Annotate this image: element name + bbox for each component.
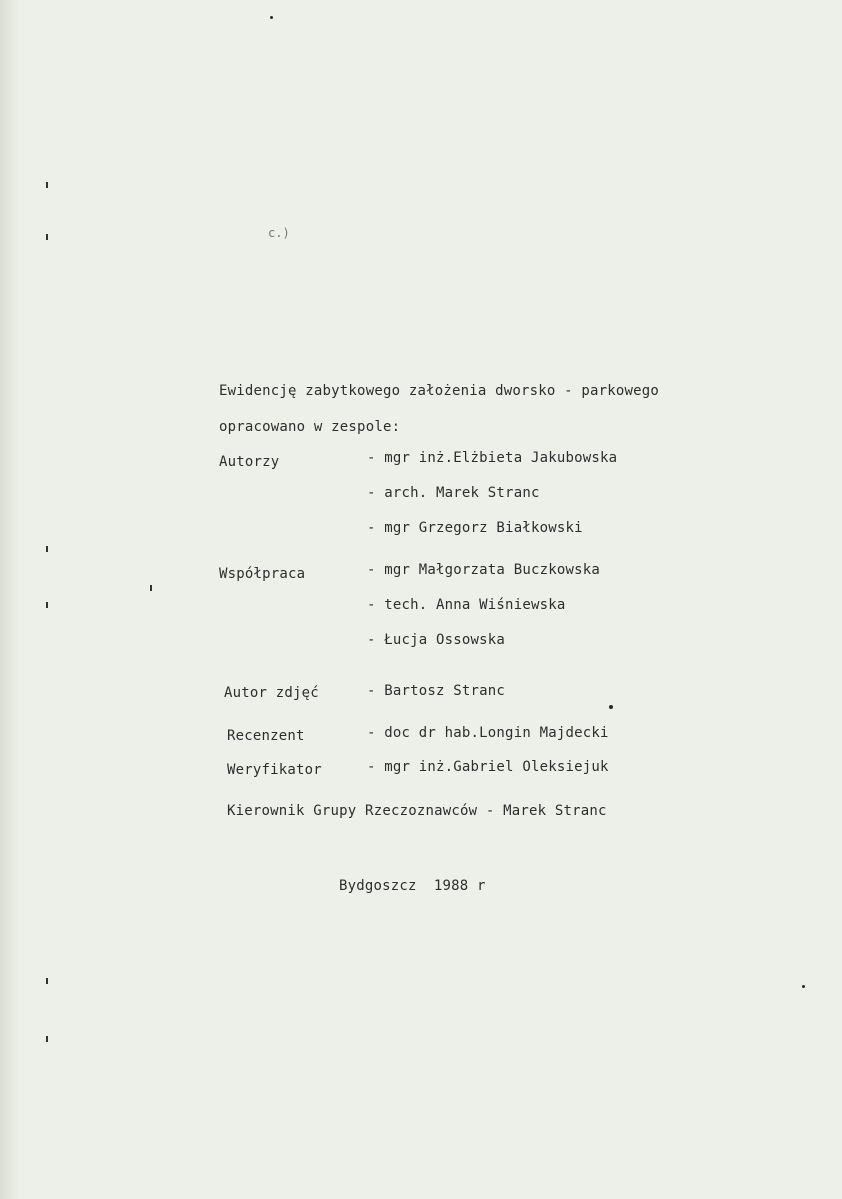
margin-mark bbox=[46, 1036, 48, 1042]
margin-mark bbox=[46, 234, 48, 240]
margin-mark bbox=[46, 546, 48, 552]
team-member: - arch. Marek Stranc bbox=[367, 485, 540, 501]
team-member: - mgr inż.Gabriel Oleksiejuk bbox=[367, 759, 609, 775]
team-member: - Bartosz Stranc bbox=[367, 683, 506, 699]
margin-mark bbox=[46, 978, 48, 984]
role-authors: Autorzy bbox=[219, 454, 280, 470]
speck bbox=[802, 985, 805, 988]
margin-mark bbox=[150, 585, 152, 591]
team-member: - mgr inż.Elżbieta Jakubowska bbox=[367, 450, 618, 466]
intro-line-1: Ewidencję zabytkowego założenia dworsko - parkowego bbox=[219, 383, 660, 399]
intro-line-2: opracowano w zespole: bbox=[219, 419, 401, 435]
role-photo-author: Autor zdjęć bbox=[224, 685, 319, 701]
scan-edge-shadow bbox=[0, 0, 18, 1199]
margin-mark bbox=[46, 602, 48, 608]
role-reviewer: Recenzent bbox=[227, 728, 305, 744]
speck bbox=[609, 705, 613, 709]
team-member: - doc dr hab.Longin Majdecki bbox=[367, 725, 609, 741]
role-collaboration: Współpraca bbox=[219, 566, 306, 582]
margin-mark bbox=[46, 182, 48, 188]
team-member: - Łucja Ossowska bbox=[367, 632, 506, 648]
speck: c.) bbox=[268, 226, 290, 240]
team-member: - mgr Grzegorz Białkowski bbox=[367, 520, 583, 536]
speck bbox=[270, 16, 273, 19]
head-of-group: Kierownik Grupy Rzeczoznawców - Marek Stranc bbox=[227, 803, 607, 819]
role-verifier: Weryfikator bbox=[227, 762, 322, 778]
team-member: - tech. Anna Wiśniewska bbox=[367, 597, 566, 613]
team-member: - mgr Małgorzata Buczkowska bbox=[367, 562, 600, 578]
place-date: Bydgoszcz 1988 r bbox=[339, 878, 486, 894]
